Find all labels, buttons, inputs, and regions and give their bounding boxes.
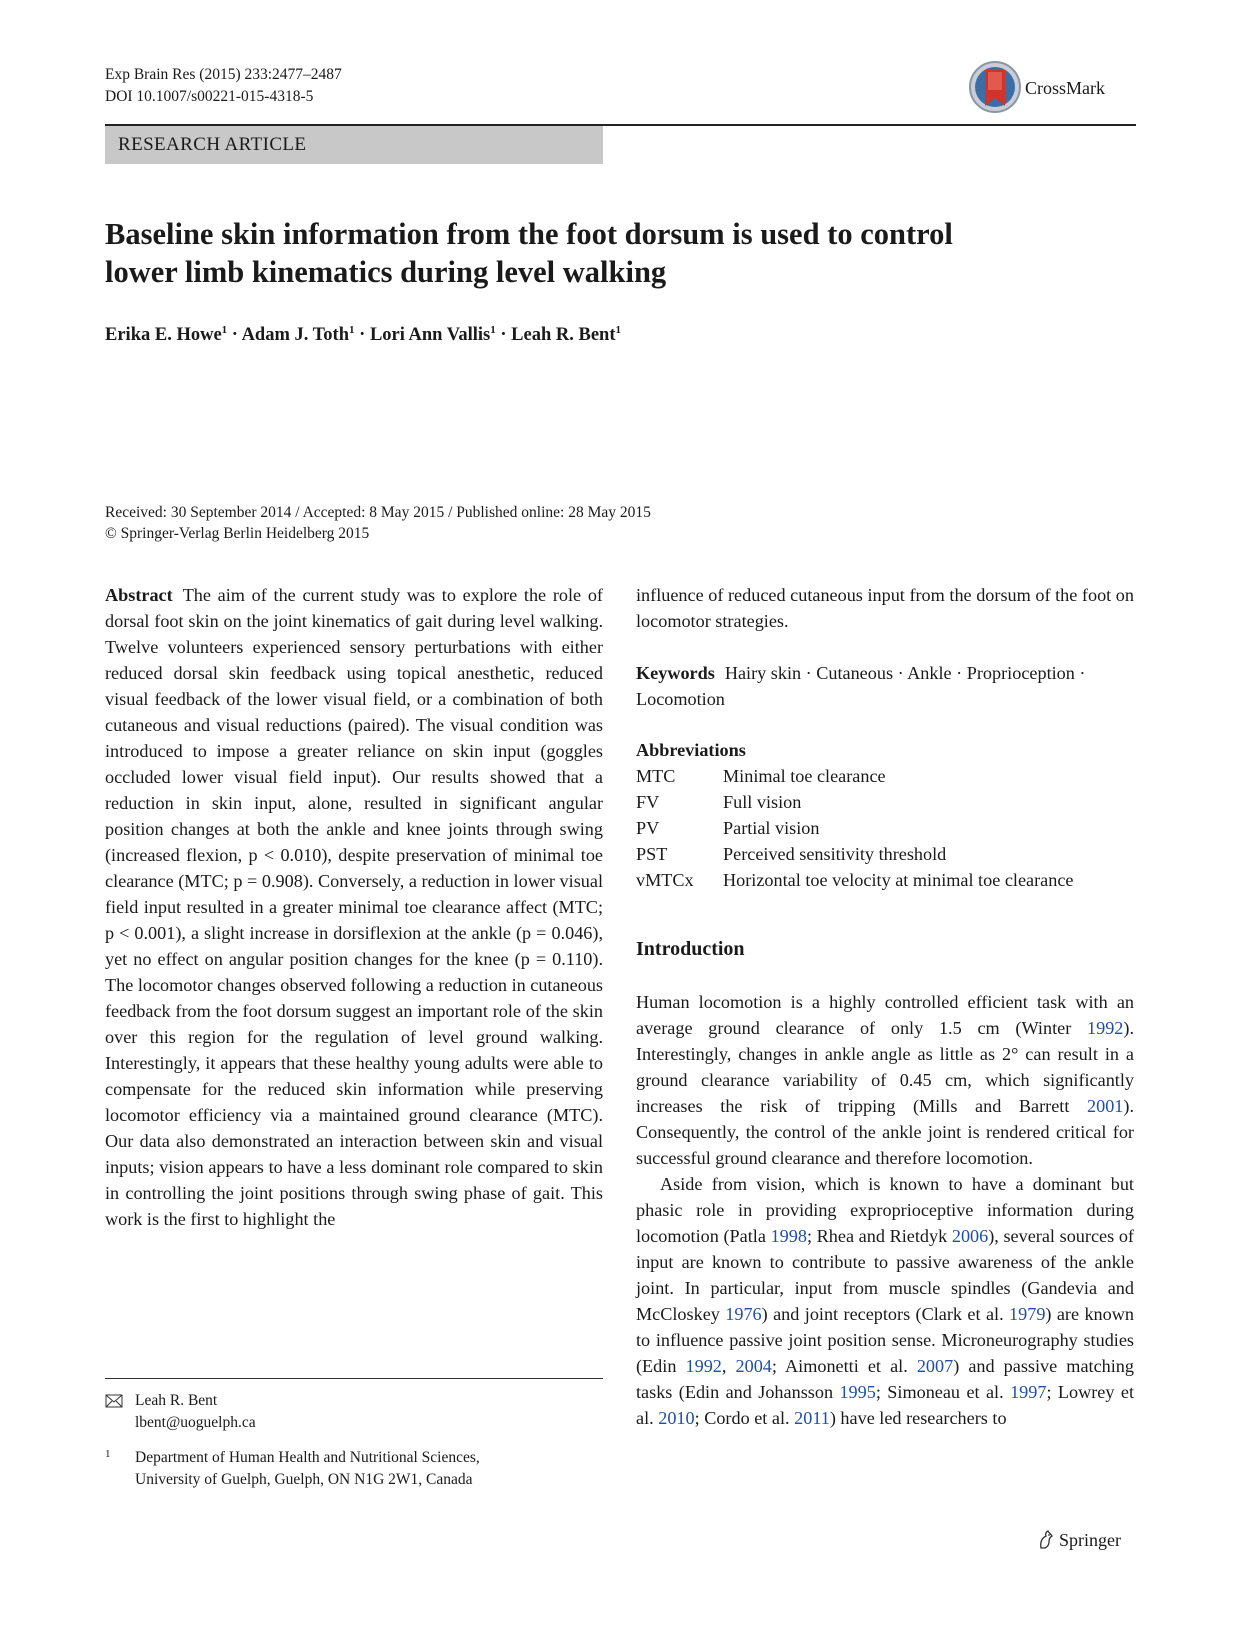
publication-dates [105,502,651,544]
introduction-paragraph-1: Human locomotion is a highly controlled efficient task with an average ground clearance of only 1.5 cm (Winter 1992). Interestingly, changes in ankle angle as little as 2° can result in a ground clearance variability of 0.45 cm, which significantly increases the risk of tripping (Mills and Barrett 2001). Consequently, the control of the ankle joint is rendered critical for successful ground clearance and therefore locomotion. [636,992,1134,1168]
citation-link[interactable]: 2010 [658,1408,695,1428]
citation-link[interactable]: 1976 [725,1304,762,1324]
crossmark-label: CrossMark [1025,78,1105,98]
article-title [105,215,1105,291]
doi[interactable]: DOI 10.1007/s00221-015-4318-5 [105,88,314,105]
citation-link[interactable]: 1992 [1087,1018,1124,1038]
author-separator: · [231,325,238,346]
crossmark-badge[interactable] [968,60,1118,116]
citation-link[interactable]: 2011 [794,1408,830,1428]
journal-header [105,64,342,108]
envelope-icon [105,1394,123,1408]
keywords-label: Keywords [636,663,715,683]
springer-horse-icon [1037,1530,1055,1550]
citation-link[interactable]: 1979 [1009,1304,1046,1324]
keywords-text: Hairy skin · Cutaneous · Ankle · Proprioception · Locomotion [636,663,1086,709]
abstract-continuation: influence of reduced cutaneous input from the dorsum of the foot on locomotor strategies. [636,585,1134,631]
citation-link[interactable]: 2001 [1087,1096,1124,1116]
right-column [636,582,1134,1431]
abbreviation-row: PST Perceived sensitivity threshold [636,844,947,864]
author-separator: · [359,325,366,346]
citation-link[interactable]: 2007 [916,1356,954,1376]
citation-link[interactable]: 1995 [839,1382,876,1402]
author-separator: · [500,325,507,346]
title-line-2: lower limb kinematics during level walking [105,255,667,289]
publisher-name: Springer [1059,1530,1121,1550]
abstract-label: Abstract [105,585,173,605]
corresponding-email[interactable]: lbent@uoguelph.ca [135,1414,256,1431]
crossmark-icon [968,60,1022,114]
author-list [105,324,1005,346]
abstract-text: The aim of the current study was to explore the role of dorsal foot skin on the joint kinematics of gait during level walking. Twelve volunteers experienced sensory perturbations with either reduced dorsal skin feedback using topical anesthetic, reduced visual feedback of the lower visual field, or a combination of both cutaneous and visual reductions (paired). The visual condition was introduced to impose a greater reliance on skin input (goggles occluded lower visual field input). Our results showed that a reduction in skin input, alone, resulted in significant angular position changes at both the ankle and knee joints through swing (increased flexion, p < 0.010), despite preservation of minimal toe clearance (MTC; p = 0.908). Conversely, a reduction in lower visual field input resulted in a greater minimal toe clearance affect (MTC; p < 0.001), a slight increase in dorsiflexion at the ankle (p = 0.046), yet no effect on angular position changes for the knee (p = 0.110). The locomotor changes observed following a reduction in cutaneous feedback from the foot dorsum suggest an important role of the skin over this region for the regulation of level ground walking. Interestingly, it appears that these healthy young adults were able to compensate for the reduced skin information while preserving locomotor efficiency via a maintained ground clearance (MTC). Our data also demonstrated an interaction between skin and visual inputs; vision appears to have a less dominant role compared to skin in controlling the joint positions through swing phase of gait. This work is the first to highlight the [105,585,603,1229]
abbreviation-row: vMTCx Horizontal toe velocity at minimal toe clearance [636,870,1074,890]
abstract [105,582,603,1232]
abbreviation-row: MTC Minimal toe clearance [636,766,886,786]
corresponding-name: Leah R. Bent [135,1392,218,1409]
author[interactable]: Adam J. Toth$^1$ [241,324,355,346]
author[interactable]: Leah R. Bent$^1$ [511,324,621,346]
citation-link[interactable]: 2004 [735,1356,772,1376]
affiliation-line-1: Department of Human Health and Nutritional Sciences, [135,1449,480,1466]
affiliation-number: 1 [105,1448,111,1460]
introduction-paragraph-2: Aside from vision, which is known to have a dominant but phasic role in providing exproprioceptive information during locomotion (Patla 1998; Rhea and Rietdyk 2006), several sources of input are known to contribute to passive awareness of the ankle joint. In particular, input from muscle spindles (Gandevia and McCloskey 1976) and joint receptors (Clark et al. 1979) are known to influence passive joint position sense. Microneurography studies (Edin 1992, 2004; Aimonetti et al. 2007) and passive matching tasks (Edin and Johansson 1995; Simoneau et al. 1997; Lowrey et al. 2010; Cordo et al. 2011) have led researchers to [636,1174,1134,1428]
introduction-heading: Introduction [636,938,745,960]
citation-link[interactable]: 2006 [951,1226,989,1246]
left-column [105,582,603,1232]
title-line-1: Baseline skin information from the foot dorsum is used to control [105,217,953,251]
publisher-logo [1037,1530,1121,1551]
article-type-band: RESEARCH ARTICLE [105,126,603,164]
citation-link[interactable]: 1997 [1010,1382,1047,1402]
affiliation-line-2: University of Guelph, Guelph, ON N1G 2W1, Canada [135,1471,473,1488]
journal-citation: Exp Brain Res (2015) 233:2477–2487 [105,66,342,83]
keywords [636,660,1134,712]
citation-link[interactable]: 1998 [770,1226,807,1246]
author[interactable]: Lori Ann Vallis$^1$ [369,324,496,346]
author[interactable]: Erika E. Howe$^1$ [105,324,228,346]
citation-link[interactable]: 1992 [685,1356,722,1376]
affiliation [105,1447,625,1491]
footnote-divider [105,1378,603,1379]
abbreviation-row: PV Partial vision [636,818,820,838]
abbreviations-list [636,763,1134,893]
abbreviations-title: Abbreviations [636,740,746,760]
abbreviation-row: FV Full vision [636,792,802,812]
copyright-line: © Springer-Verlag Berlin Heidelberg 2015 [105,525,370,542]
history-line: Received: 30 September 2014 / Accepted: 8 May 2015 / Published online: 28 May 2015 [105,504,651,521]
